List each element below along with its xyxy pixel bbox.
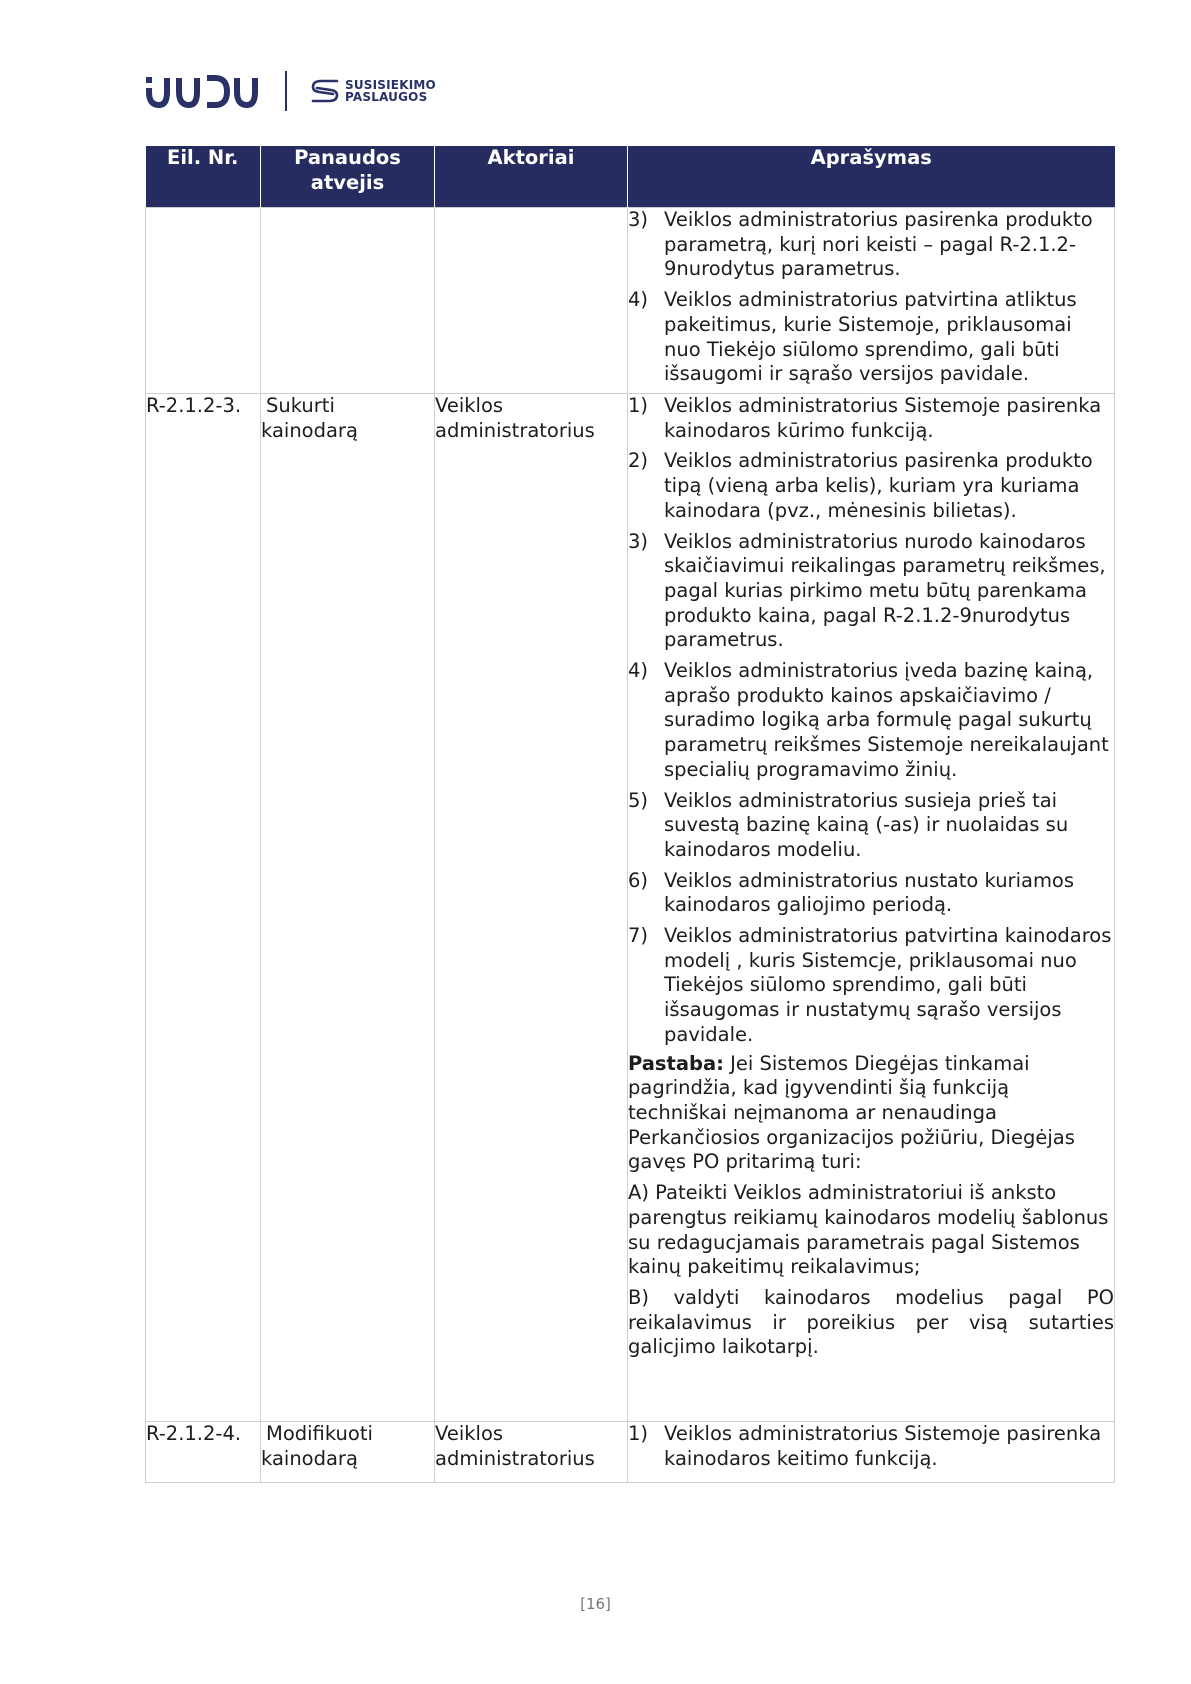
step-item: 5) Veiklos administratorius susieja prieš tai suvestą bazinę kainą (-as) ir nuolaidas su kainodaros modeliu.: [628, 788, 1069, 861]
row-actors-cell: Veiklos administratorius: [435, 394, 628, 1422]
logo-divider: [285, 71, 287, 111]
step-item: 2) Veiklos administratorius pasirenka produkto tipą (vieną arba kelis), kuriam yra kuriama kainodara (pvz., mėnesinis bilietas).: [628, 449, 1093, 522]
requirements-table: [145, 146, 1115, 1483]
page-number: [16]: [580, 1595, 611, 1613]
row-id-cell: R-2.1.2-3.: [146, 394, 261, 1422]
step-list: [628, 1422, 1114, 1471]
step-item: 4) Veiklos administratorius patvirtina atliktus pakeitimus, kurie Sistemoje, priklausomai nuo Tiekėjo siūlomo sprendimo, gali būti išsaugomi ir sąrašo versijos pavidale.: [628, 288, 1077, 386]
logo-text-line1: SUSISIEKIMO: [345, 78, 436, 92]
step-item: 7) Veiklos administratorius patvirtina kainodaros modelį , kuris Sistemcje, priklausomai nuo Tiekėjos siūlomo sprendimo, gali būti išsaugomas ir nustatymų sąrašo versijos pavidale.: [628, 924, 1112, 1046]
judu-logo-icon: [145, 74, 261, 108]
note-label: Pastaba:: [628, 1051, 724, 1075]
row-use-case-cell: Modifikuoti kainodarą: [261, 1422, 435, 1483]
step-item: 4) Veiklos administratorius įveda bazinę kainą, aprašo produkto kainos apskaičiavimo / suradimo logiką arba formulę pagal sukurtų parametrų reikšmes Sistemoje nereikalaujant specialių programavimo žinių.: [628, 659, 1109, 781]
note-text: Jei Sistemos Diegėjas tinkamai pagrindžia, kad įgyvendinti šią funkciją techniškai neįmanoma ar nenaudinga Perkančiosios organizacijos požiūriu, Diegėjas gavęs PO pritarimą turi:: [628, 1051, 1075, 1174]
row-id-cell: R-2.1.2-4.: [146, 1422, 261, 1483]
judu-logo: [145, 74, 261, 108]
step-item: 3) Veiklos administratorius pasirenka produkto parametrą, kurį nori keisti – pagal R-2.1.2-9nurodytus parametrus.: [628, 208, 1093, 281]
row-description-cell: [628, 1422, 1115, 1483]
column-header-id: Eil. Nr.: [146, 146, 261, 208]
susisiekimo-paslaugos-logo: [309, 77, 436, 105]
table-header-row: [146, 146, 1115, 208]
step-item: 1) Veiklos administratorius Sistemoje pasirenka kainodaros keitimo funkciją.: [628, 1422, 1102, 1470]
table-row: [146, 208, 1115, 394]
step-list: [628, 208, 1114, 387]
step-item: 6) Veiklos administratorius nustato kuriamos kainodaros galiojimo periodą.: [628, 868, 1075, 917]
note-option-b: B) valdyti kainodaros modelius pagal PO reikalavimus ir poreikius per visą sutarties galicjimo laikotarpį.: [628, 1285, 1114, 1359]
swoosh-logo-icon: [309, 77, 341, 105]
row-actors-cell: [435, 208, 628, 394]
row-id-cell: [146, 208, 261, 394]
table-row: [146, 1422, 1115, 1483]
row-actors-cell: Veiklos administratorius: [435, 1422, 628, 1483]
note-option-a: A) Pateikti Veiklos administratoriui iš anksto parengtus reikiamų kainodaros modelių šablonus su redagucjamais parametrais pagal Sistemos kainų pakeitimų reikalavimus;: [628, 1181, 1109, 1279]
row-use-case-cell: [261, 208, 435, 394]
step-item: 3) Veiklos administratorius nurodo kainodaros skaičiavimui reikalingas parametrų reikšmes, pagal kurias pirkimo metu būtų parenkama produkto kaina, pagal R-2.1.2-9nurodytus parametrus.: [628, 529, 1106, 652]
row-description-cell: [628, 394, 1115, 1422]
table-row: [146, 394, 1115, 1422]
note-paragraph: [628, 1052, 1114, 1176]
row-description-cell: [628, 208, 1115, 394]
page-header: [145, 68, 436, 114]
logo-text-line2: PASLAUGOS: [345, 90, 428, 104]
step-item: 1) Veiklos administratorius Sistemoje pasirenka kainodaros kūrimo funkciją.: [628, 394, 1102, 442]
column-header-description: Aprašymas: [628, 146, 1115, 208]
row-use-case-cell: Sukurti kainodarą: [261, 394, 435, 1422]
column-header-use-case: Panaudos atvejis: [261, 146, 435, 208]
column-header-actors: Aktoriai: [435, 146, 628, 208]
step-list: [628, 394, 1114, 1048]
